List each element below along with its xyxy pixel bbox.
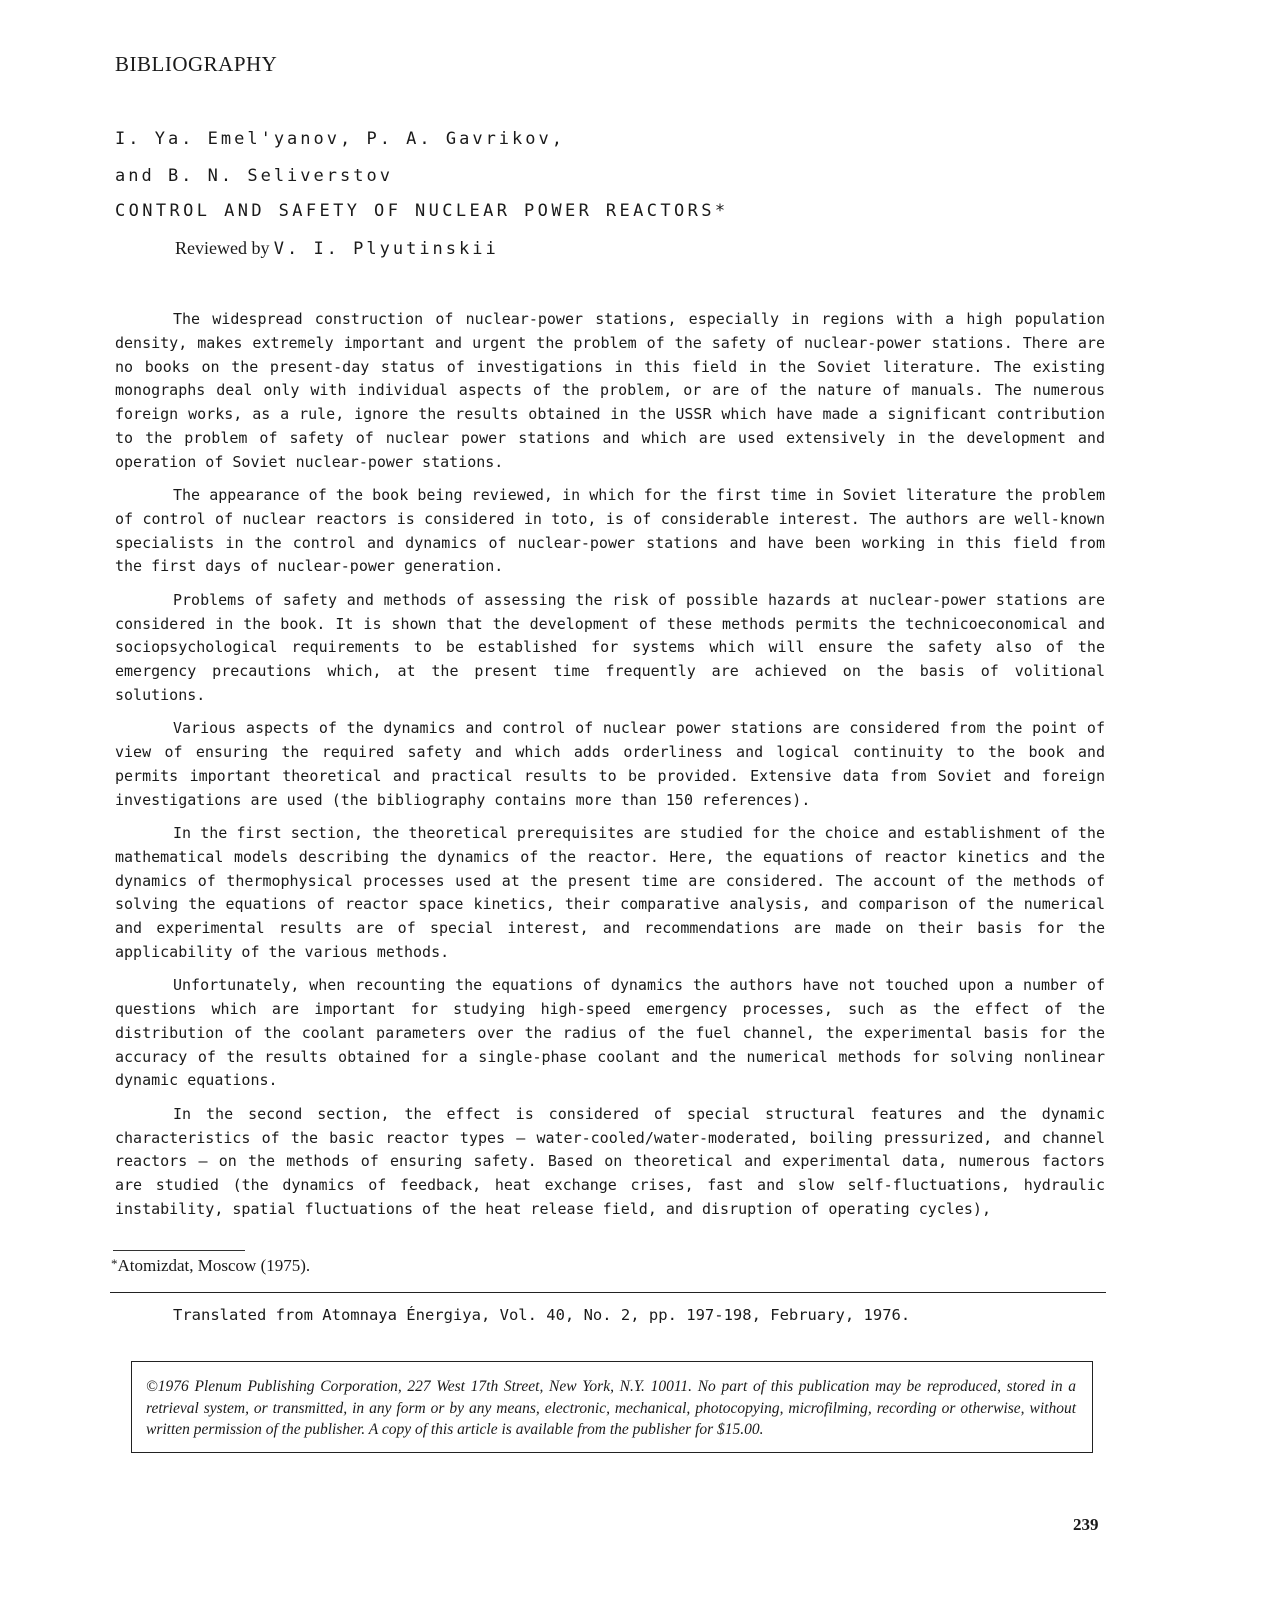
body-paragraph: In the first section, the theoretical prerequisites are studied for the choice and establishment of the mathematical models describing the dynamics of the reactor. Here, the equations of reactor kinetics and the dynamics of thermophysical processes used at the present time are considered. The account of the methods of solving the equations of reactor space kinetics, their comparative analysis, and comparison of the numerical and experimental results are of special interest, and recommendations are made on their basis for the applicability of the various methods. [115,823,1105,961]
reviewer-prefix: Reviewed by [175,238,270,258]
footnote-mark: * [111,1256,118,1271]
body-paragraph: Unfortunately, when recounting the equations of dynamics the authors have not touched upon a number of questions which are important for studying high-speed emergency processes, such as the effect of the distribution of the coolant parameters over the radius of the fuel channel, the experimental basis for the accuracy of the results obtained for a single-phase coolant and the numerical methods for solving nonlinear dynamic equations. [115,976,1105,1090]
body-paragraph: The widespread construction of nuclear-power stations, especially in regions with a high population density, makes extremely important and urgent the problem of the safety of nuclear-power stations. There are no books on the present-day status of investigations in this field in the Soviet literature. The existing monographs deal only with individual aspects of the problem, or are of the nature of manuals. The numerous foreign works, as a rule, ignore the results obtained in the USSR which have made a significant contribution to the problem of safety of nuclear power stations and which are used extensively in the development and operation of Soviet nuclear-power stations. [115,310,1105,471]
page-number: 239 [1073,1515,1099,1534]
body-paragraph: In the second section, the effect is considered of special structural features and the dynamic characteristics of the basic reactor types – water-cooled/water-moderated, boiling pressurized, and channel reactors – on the methods of ensuring safety. Based on theoretical and experimental data, numerous factors are studied (the dynamics of feedback, heat exchange crises, fast and slow self-fluctuations, hydraulic instability, spatial fluctuations of the heat release field, and disruption of operating cycles), [115,1104,1105,1218]
body-paragraph: Various aspects of the dynamics and control of nuclear power stations are considered from the point of view of ensuring the required safety and which adds orderliness and logical continuity to the book and permits important theoretical and practical results to be provided. Extensive data from Soviet and foreign investigations are used (the bibliography contains more than 150 references). [115,719,1105,809]
book-title: CONTROL AND SAFETY OF NUCLEAR POWER REACTORS* [115,201,729,221]
section-heading: BIBLIOGRAPHY [115,52,278,76]
footnote [111,1256,310,1276]
review-body [115,308,1105,1231]
reviewer-line [175,238,499,259]
footnote-text: Atomizdat, Moscow (1975). [117,1256,311,1275]
body-paragraph: Problems of safety and methods of assessing the risk of possible hazards at nuclear-power stations are considered in the book. It is shown that the development of these methods permits the technicoeconomical and sociopsychological requirements to be established for systems which will ensure the safety also of the emergency precautions which, at the present time frequently are achieved on the basis of volitional solutions. [115,590,1105,704]
reviewer-name: V. I. Plyutinskii [273,239,499,259]
copyright-notice: ©1976 Plenum Publishing Corporation, 227 West 17th Street, New York, N.Y. 10011. No part of this publication may be reproduced, stored in a retrieval system, or transmitted, in any form or by any means, electronic, mechanical, photocopying, microfilming, recording or otherwise, without written permission of the publisher. A copy of this article is available from the publisher for $15.00. [146,1378,1076,1438]
book-authors-line-1: I. Ya. Emel'yanov, P. A. Gavrikov, [115,129,565,149]
footnote-divider [113,1250,245,1251]
book-authors-line-2: and B. N. Seliverstov [115,166,393,186]
body-paragraph: The appearance of the book being reviewed, in which for the first time in Soviet literature the problem of control of nuclear reactors is considered in toto, is of considerable interest. The authors are well-known specialists in the control and dynamics of nuclear-power stations and have been working in this field from the first days of nuclear-power generation. [115,486,1105,576]
page-divider [110,1292,1106,1293]
translation-note: Translated from Atomnaya Énergiya, Vol. 40, No. 2, pp. 197-198, February, 1976. [173,1306,911,1324]
